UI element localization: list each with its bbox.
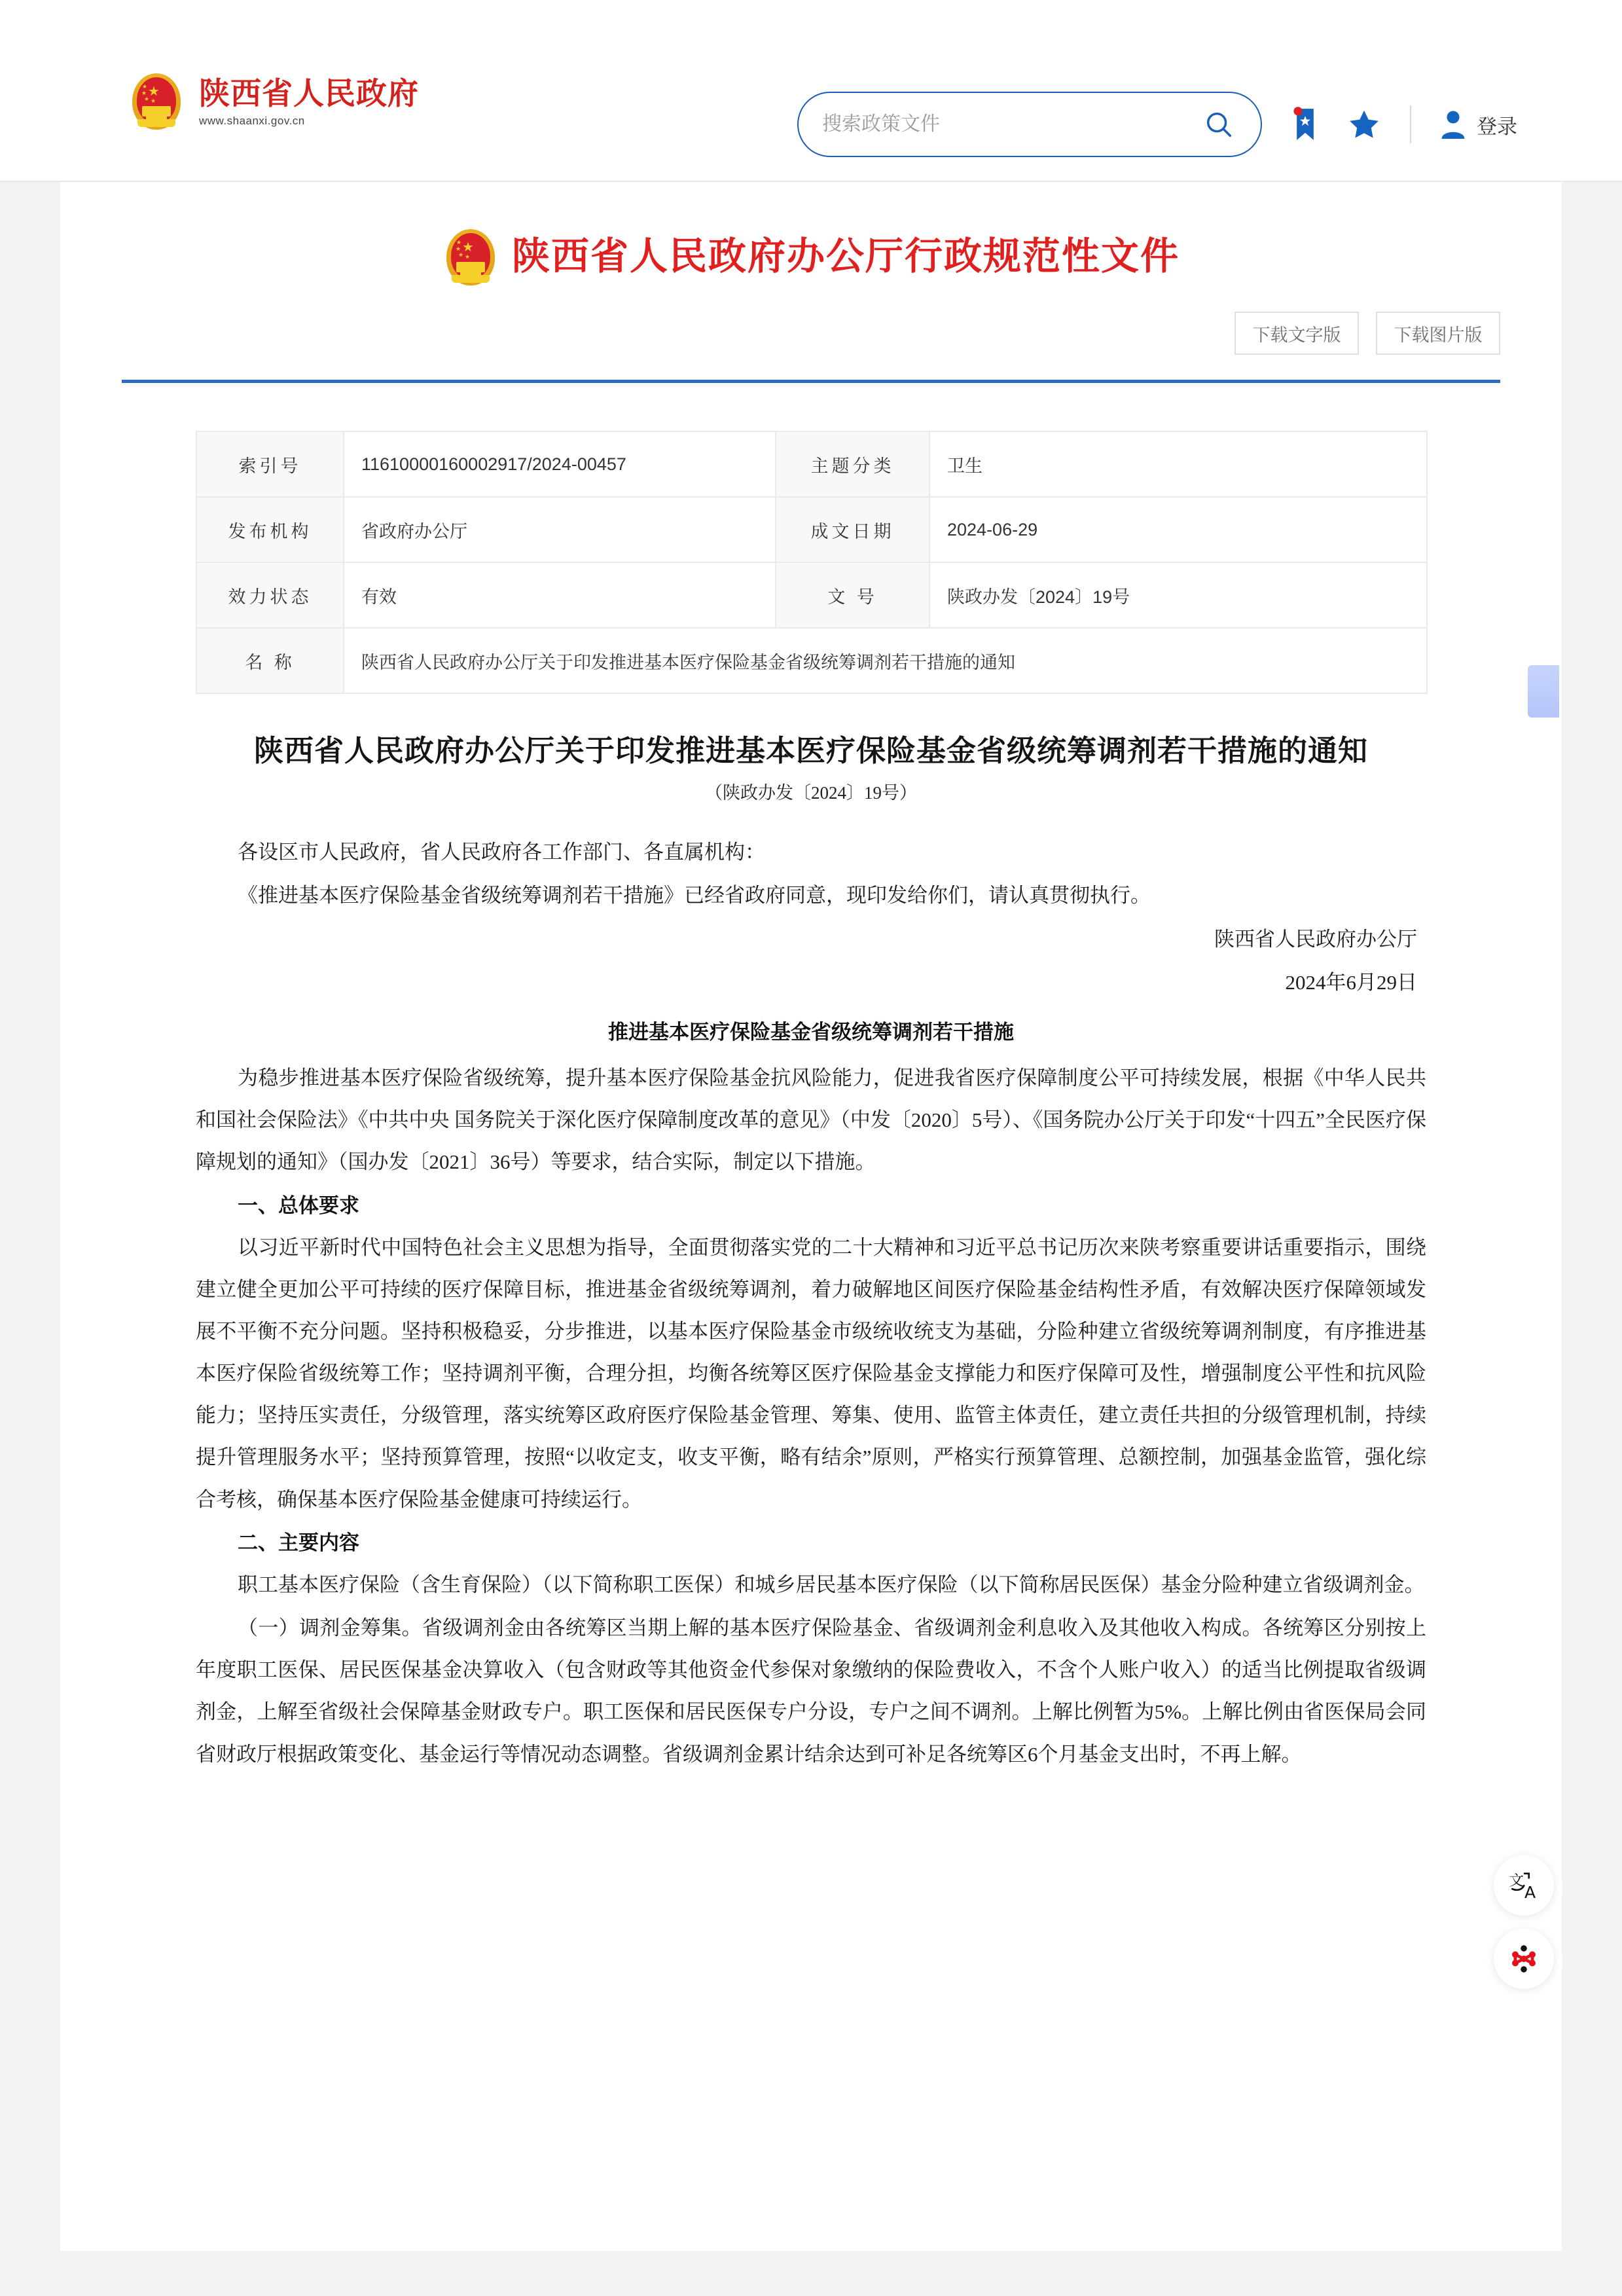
signature-date: 2024年6月29日: [1285, 970, 1417, 994]
search-input[interactable]: [822, 113, 1200, 136]
site-url: www.shaanxi.gov.cn: [199, 114, 305, 127]
preamble-paragraph: 为稳步推进基本医疗保险省级统筹，提升基本医疗保险基金抗风险能力，促进我省医疗保障制度公平可持续发展，根据《中华人民共和国社会保险法》《中共中央 国务院关于深化医疗保障制度改革的意见》（中发〔2020〕5号）、《国务院办公厅关于印发“十四五”全民医疗保障规划的通知》（国办发〔2021〕36号）等要求，结合实际，制定以下措施。: [196, 1066, 1426, 1174]
translate-button[interactable]: [1494, 1855, 1554, 1916]
section-heading-2: 二、主要内容: [238, 1531, 359, 1554]
site-logo[interactable]: [128, 72, 419, 132]
section-1-body: 以习近平新时代中国特色社会主义思想为指导，全面贯彻落实党的二十大精神和习近平总书记历次来陕考察重要讲话重要指示，围绕建立健全更加公平可持续的医疗保障目标，推进基金省级统筹调剂，着力破解地区间医疗保险基金结构性矛盾，有效解决医疗保障领域发展不平衡不充分问题。坚持积极稳妥，分步推进，以基本医疗保险基金市级统收统支为基础，分险种建立省级统筹调剂制度，有序推进基本医疗保险省级统筹工作；坚持调剂平衡，合理分担，均衡各统筹区医疗保险基金支撑能力和医疗保障可及性，增强制度公平性和抗风险能力；坚持压实责任，分级管理，落实统筹区政府医疗保险基金管理、筹集、使用、监管主体责任，建立责任共担的分级管理机制，持续提升管理服务水平；坚持预算管理，按照“以收定支，收支平衡，略有结余”原则，严格实行预算管理、总额控制，加强基金监管，强化综合考核，确保基本医疗保险基金健康可持续运行。: [196, 1235, 1426, 1511]
meta-label-index: 索引号: [196, 431, 344, 497]
meta-value-index: 11610000160002917/2024-00457: [344, 431, 776, 497]
document-card: [60, 182, 1562, 2251]
download-buttons: [1235, 312, 1500, 355]
download-image-button[interactable]: 下载图片版: [1376, 312, 1500, 355]
section-heading-1: 一、总体要求: [238, 1194, 359, 1217]
svg-text:文: 文: [1509, 1872, 1524, 1889]
login-label: 登录: [1477, 115, 1517, 138]
document-body: [196, 712, 1426, 1777]
section-divider: [122, 380, 1500, 383]
search-button[interactable]: [1200, 106, 1237, 143]
meta-value-name: 陕西省人民政府办公厅关于印发推进基本医疗保险基金省级统筹调剂若干措施的通知: [344, 628, 1427, 693]
salutation: 各设区市人民政府，省人民政府各工作部门、各直属机构：: [238, 841, 765, 864]
meta-value-topic: 卫生: [929, 431, 1427, 497]
network-graph-button[interactable]: [1494, 1929, 1554, 1989]
intro-paragraph: 《推进基本医疗保险基金省级统筹调剂若干措施》已经省政府同意，现印发给你们，请认真贯彻执行。: [238, 884, 1151, 907]
table-row: [196, 628, 1427, 693]
meta-value-date: 2024-06-29: [929, 497, 1427, 562]
favorite-button[interactable]: [1346, 104, 1382, 145]
national-emblem-icon: ★ ★ ★ ★ ★: [128, 72, 185, 132]
meta-label-date: 成文日期: [776, 497, 929, 562]
measures-title: 推进基本医疗保险基金省级统筹调剂若干措施: [608, 1020, 1014, 1044]
metadata-table: [196, 431, 1428, 694]
meta-label-status: 效力状态: [196, 562, 344, 628]
login-button[interactable]: [1439, 109, 1517, 140]
meta-value-agency: 省政府办公厅: [344, 497, 776, 562]
table-row: [196, 562, 1427, 628]
header-divider: [1410, 105, 1411, 143]
header-actions: [1287, 97, 1517, 152]
meta-value-status: 有效: [344, 562, 776, 628]
search-icon: [1204, 109, 1234, 139]
section-2-item-1: （一）调剂金筹集。省级调剂金由各统筹区当期上解的基本医疗保险基金、省级调剂金利息收入及其他收入构成。各统筹区分别按上年度职工医保、居民医保基金决算收入（包含财政等其他资金代参保对象缴纳的保险费收入，不含个人账户收入）的适当比例提取省级调剂金，上解至省级社会保障基金财政专户。职工医保和居民医保专户分设，专户之间不调剂。上解比例暂为5%。上解比例由省医保局会同省财政厅根据政策变化、基金运行等情况动态调整。省级调剂金累计结余达到可补足各统筹区6个月基金支出时，不再上解。: [196, 1616, 1426, 1766]
search-bar[interactable]: [797, 92, 1262, 157]
network-graph-icon: [1507, 1942, 1541, 1976]
star-icon: [1347, 107, 1381, 141]
floating-widgets: [1494, 1855, 1554, 1989]
download-text-button[interactable]: 下载文字版: [1235, 312, 1359, 355]
page-title: 陕西省人民政府办公厅关于印发推进基本医疗保险基金省级统筹调剂若干措施的通知: [253, 734, 1368, 767]
signature-org: 陕西省人民政府办公厅: [1214, 927, 1417, 951]
user-icon: [1439, 109, 1468, 140]
meta-value-docnum: 陕政办发〔2024〕19号: [929, 562, 1427, 628]
document-number: （陕政办发〔2024〕19号）: [705, 783, 917, 803]
bookmark-button[interactable]: [1287, 104, 1324, 145]
meta-label-topic: 主题分类: [776, 431, 929, 497]
table-row: [196, 431, 1427, 497]
national-emblem-icon: ★ ★ ★ ★ ★: [442, 228, 495, 285]
meta-label-agency: 发布机构: [196, 497, 344, 562]
banner-title: 陕西省人民政府办公厅行政规范性文件: [511, 234, 1180, 278]
meta-label-docnum: 文 号: [776, 562, 929, 628]
meta-label-name: 名 称: [196, 628, 344, 693]
document-banner: [60, 182, 1562, 285]
side-panel-tab[interactable]: [1528, 665, 1559, 718]
table-row: [196, 497, 1427, 562]
svg-text:A: A: [1524, 1882, 1536, 1902]
bookmark-icon: [1291, 106, 1320, 143]
site-header: [0, 0, 1622, 182]
section-2-body: 职工基本医疗保险（含生育保险）（以下简称职工医保）和城乡居民基本医疗保险（以下简称居民医保）基金分险种建立省级调剂金。: [238, 1573, 1425, 1596]
translate-icon: [1507, 1869, 1540, 1902]
site-title: 陕西省人民政府: [199, 76, 419, 111]
